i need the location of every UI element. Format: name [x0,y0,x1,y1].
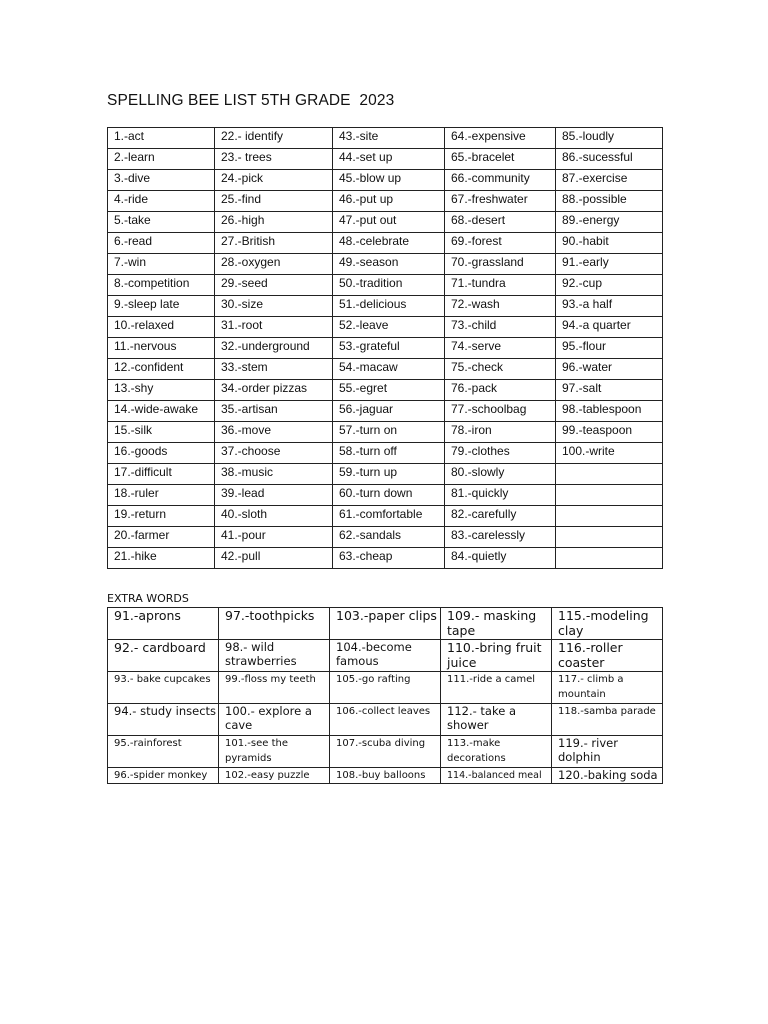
table-cell: 27.-British [215,233,333,254]
table-cell: 68.-desert [445,212,556,233]
table-cell: 34.-order pizzas [215,380,333,401]
table-cell: 91.-early [556,254,663,275]
table-cell: 98.- wild strawberries [219,640,330,672]
table-cell: 28.-oxygen [215,254,333,275]
table-row [108,443,663,464]
table-cell: 90.-habit [556,233,663,254]
table-cell: 77.-schoolbag [445,401,556,422]
table-cell: 80.-slowly [445,464,556,485]
table-cell [556,464,663,485]
table-cell: 24.-pick [215,170,333,191]
table-cell: 13.-shy [108,380,215,401]
table-cell: 36.-move [215,422,333,443]
table-cell: 75.-check [445,359,556,380]
table-cell [556,527,663,548]
table-row [108,422,663,443]
table-cell: 8.-competition [108,275,215,296]
table-row [108,212,663,233]
table-cell: 52.-leave [333,317,445,338]
table-cell [556,548,663,569]
table-cell: 86.-sucessful [556,149,663,170]
table-cell: 105.-go rafting [330,672,441,704]
table-row [108,338,663,359]
table-cell: 48.-celebrate [333,233,445,254]
table-cell: 10.-relaxed [108,317,215,338]
table-cell: 43.-site [333,128,445,149]
table-cell: 110.-bring fruit juice [441,640,552,672]
table-cell: 100.- explore a cave [219,704,330,736]
table-row [108,506,663,527]
extra-words-label: EXTRA WORDS [107,592,189,605]
table-cell: 97.-salt [556,380,663,401]
table-cell: 78.-iron [445,422,556,443]
table-cell: 113.-make decorations [441,736,552,768]
table-cell: 99.-teaspoon [556,422,663,443]
page-title: SPELLING BEE LIST 5TH GRADE 2023 [107,92,395,109]
table-cell: 53.-grateful [333,338,445,359]
table-cell: 98.-tablespoon [556,401,663,422]
table-row [108,317,663,338]
table-cell: 14.-wide-awake [108,401,215,422]
table-cell: 41.-pour [215,527,333,548]
table-cell: 74.-serve [445,338,556,359]
table-cell: 2.-learn [108,149,215,170]
table-cell: 100.-write [556,443,663,464]
table-cell: 118.-samba parade [552,704,663,736]
table-cell: 72.-wash [445,296,556,317]
table-cell: 39.-lead [215,485,333,506]
table-cell: 30.-size [215,296,333,317]
table-cell: 95.-flour [556,338,663,359]
table-cell: 7.-win [108,254,215,275]
table-row [108,464,663,485]
table-cell: 79.-clothes [445,443,556,464]
table-row [108,548,663,569]
table-cell: 51.-delicious [333,296,445,317]
table-cell: 87.-exercise [556,170,663,191]
table-cell: 5.-take [108,212,215,233]
table-cell: 92.- cardboard [108,640,219,672]
table-cell [556,506,663,527]
table-cell: 37.-choose [215,443,333,464]
table-cell: 38.-music [215,464,333,485]
table-cell: 46.-put up [333,191,445,212]
table-cell: 94.-a quarter [556,317,663,338]
table-cell: 22.- identify [215,128,333,149]
table-cell: 91.-aprons [108,608,219,640]
table-cell: 9.-sleep late [108,296,215,317]
table-row [108,527,663,548]
table-cell: 20.-farmer [108,527,215,548]
table-cell: 71.-tundra [445,275,556,296]
table-cell: 89.-energy [556,212,663,233]
table-cell: 57.-turn on [333,422,445,443]
table-cell: 16.-goods [108,443,215,464]
table-row [108,485,663,506]
table-cell: 18.-ruler [108,485,215,506]
table-cell: 55.-egret [333,380,445,401]
table-row [108,296,663,317]
table-cell: 3.-dive [108,170,215,191]
table-row [108,608,663,640]
table-cell: 96.-spider monkey [108,768,219,784]
table-row [108,149,663,170]
table-cell: 111.-ride a camel [441,672,552,704]
table-row [108,736,663,768]
table-cell: 84.-quietly [445,548,556,569]
table-cell: 103.-paper clips [330,608,441,640]
table-cell: 102.-easy puzzle [219,768,330,784]
table-cell: 95.-rainforest [108,736,219,768]
table-row [108,640,663,672]
table-cell: 12.-confident [108,359,215,380]
table-row [108,170,663,191]
table-cell: 25.-find [215,191,333,212]
table-row [108,704,663,736]
table-cell: 61.-comfortable [333,506,445,527]
table-cell: 35.-artisan [215,401,333,422]
table-cell: 49.-season [333,254,445,275]
table-cell: 4.-ride [108,191,215,212]
table-cell: 101.-see the pyramids [219,736,330,768]
table-cell: 66.-community [445,170,556,191]
table-cell: 83.-carelessly [445,527,556,548]
table-cell: 6.-read [108,233,215,254]
table-cell: 119.- river dolphin [552,736,663,768]
table-cell: 58.-turn off [333,443,445,464]
table-cell: 44.-set up [333,149,445,170]
table-cell: 31.-root [215,317,333,338]
table-cell [556,485,663,506]
table-cell: 94.- study insects [108,704,219,736]
table-cell: 40.-sloth [215,506,333,527]
table-row [108,359,663,380]
table-cell: 26.-high [215,212,333,233]
table-cell: 93.- bake cupcakes [108,672,219,704]
table-cell: 64.-expensive [445,128,556,149]
table-cell: 96.-water [556,359,663,380]
table-cell: 63.-cheap [333,548,445,569]
table-cell: 15.-silk [108,422,215,443]
table-cell: 67.-freshwater [445,191,556,212]
table-cell: 59.-turn up [333,464,445,485]
table-cell: 120.-baking soda [552,768,663,784]
table-cell: 23.- trees [215,149,333,170]
table-cell: 104.-become famous [330,640,441,672]
table-cell: 50.-tradition [333,275,445,296]
table-cell: 33.-stem [215,359,333,380]
table-cell: 60.-turn down [333,485,445,506]
table-cell: 109.- masking tape [441,608,552,640]
table-cell: 1.-act [108,128,215,149]
table-cell: 114.-balanced meal [441,768,552,784]
table-cell: 92.-cup [556,275,663,296]
table-row [108,233,663,254]
table-cell: 19.-return [108,506,215,527]
extra-words-table [107,607,663,784]
table-cell: 117.- climb a mountain [552,672,663,704]
table-row [108,380,663,401]
table-cell: 56.-jaguar [333,401,445,422]
table-row [108,401,663,422]
table-cell: 82.-carefully [445,506,556,527]
table-cell: 45.-blow up [333,170,445,191]
table-cell: 70.-grassland [445,254,556,275]
table-cell: 88.-possible [556,191,663,212]
table-cell: 115.-modeling clay [552,608,663,640]
table-row [108,254,663,275]
table-cell: 106.-collect leaves [330,704,441,736]
table-cell: 85.-loudly [556,128,663,149]
table-cell: 107.-scuba diving [330,736,441,768]
table-cell: 65.-bracelet [445,149,556,170]
table-cell: 69.-forest [445,233,556,254]
table-row [108,768,663,784]
table-cell: 112.- take a shower [441,704,552,736]
table-row [108,128,663,149]
table-row [108,275,663,296]
table-cell: 32.-underground [215,338,333,359]
table-cell: 81.-quickly [445,485,556,506]
table-cell: 21.-hike [108,548,215,569]
table-cell: 73.-child [445,317,556,338]
table-cell: 97.-toothpicks [219,608,330,640]
table-row [108,672,663,704]
table-cell: 42.-pull [215,548,333,569]
table-cell: 62.-sandals [333,527,445,548]
table-cell: 11.-nervous [108,338,215,359]
table-cell: 108.-buy balloons [330,768,441,784]
table-cell: 76.-pack [445,380,556,401]
table-cell: 17.-difficult [108,464,215,485]
table-cell: 99.-floss my teeth [219,672,330,704]
table-cell: 47.-put out [333,212,445,233]
table-cell: 29.-seed [215,275,333,296]
table-row [108,191,663,212]
table-cell: 116.-roller coaster [552,640,663,672]
table-cell: 93.-a half [556,296,663,317]
table-cell: 54.-macaw [333,359,445,380]
spelling-word-table [107,127,663,569]
